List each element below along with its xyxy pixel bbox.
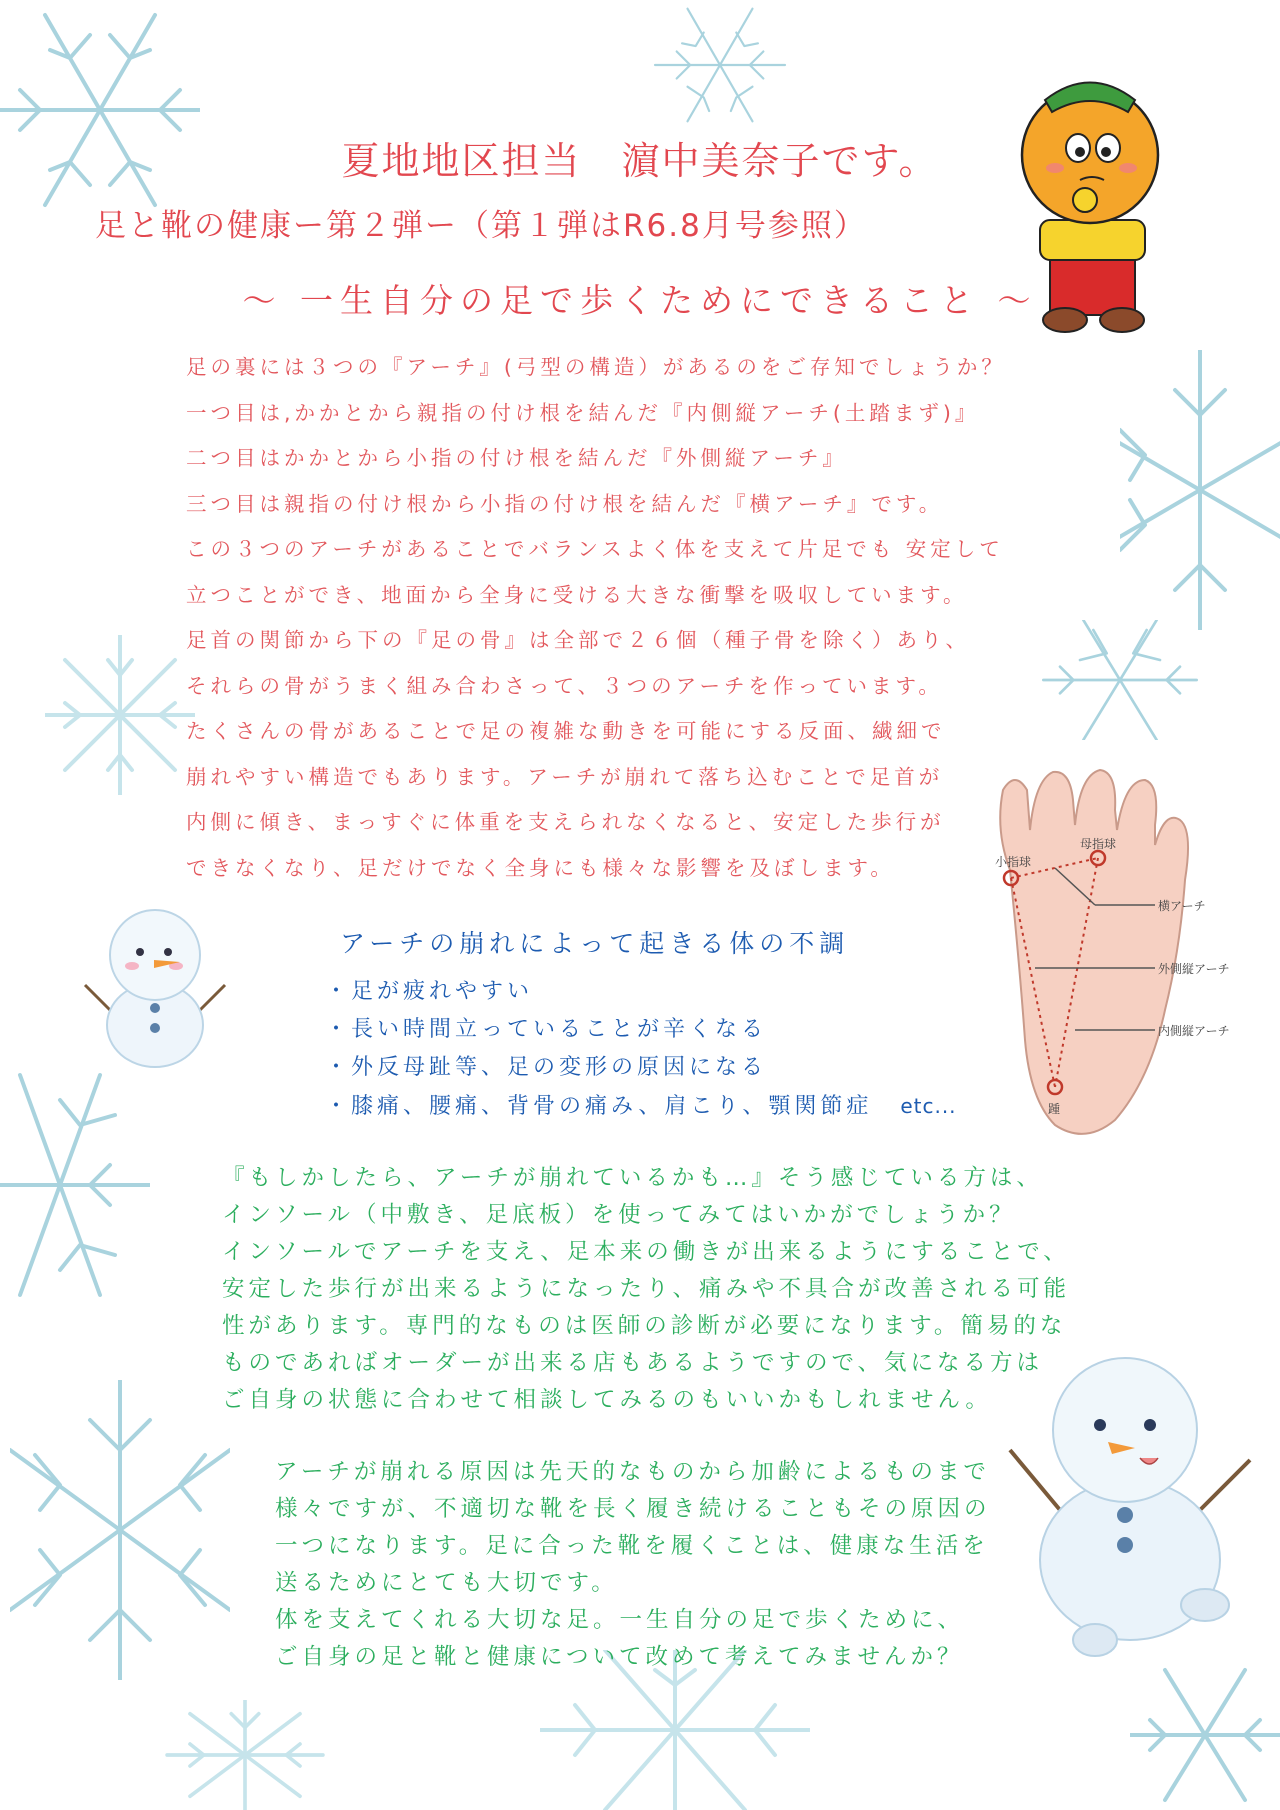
intro-line: 内側に傾き、まっすぐに体重を支えられなくなると、安定した歩行が [186, 810, 945, 834]
snowflake-icon [1120, 350, 1280, 630]
snowflake-icon [10, 1380, 230, 1680]
insole-line: 性があります。専門的なものは医師の診断が必要になります。簡易的な [222, 1313, 1067, 1339]
list-item [325, 1087, 957, 1125]
intro-line: 立つことができ、地面から全身に受ける大きな衝撃を吸収しています。 [186, 582, 968, 607]
closing-paragraph [275, 1454, 991, 1676]
label-medial-arch: 内側縦アーチ [1158, 1024, 1230, 1038]
insole-line: 安定した歩行が出来るようになったり、痛みや不具合が改善される可能 [222, 1276, 1071, 1302]
intro-paragraph [186, 345, 1016, 891]
symptoms-list [325, 973, 957, 1125]
snowflake-icon [160, 1700, 330, 1810]
intro-line: この３つのアーチがあることでバランスよく体を支えて片足でも 安定して [186, 537, 1004, 561]
label-lateral-arch: 外側縦アーチ [1158, 962, 1230, 976]
intro-line: 足の裏には３つの『アーチ』(弓型の構造）があるのをご存知でしょうか？ [186, 355, 1006, 379]
snowflake-icon [1005, 620, 1235, 740]
foot-sole-illustration [975, 750, 1240, 1145]
label-big-toe-ball: 母指球 [1080, 837, 1117, 851]
intro-line: 崩れやすい構造でもあります。アーチが崩れて落ち込むことで足首が [186, 764, 944, 789]
snowflake-icon [0, 1070, 150, 1300]
closing-line: 体を支えてくれる大切な足。一生自分の足で歩くために、 [275, 1607, 965, 1633]
intro-line: 一つ目は,かかとから親指の付け根を結んだ『内側縦アーチ(土踏まず)』 [186, 400, 980, 425]
snowman-illustration [1000, 1350, 1260, 1660]
label-little-toe-ball: 小指球 [995, 855, 1032, 869]
subtitle: 足と靴の健康ー第２弾ー（第１弾はR6.8月号参照） [95, 208, 867, 244]
snowflake-icon [0, 0, 200, 220]
etc-label: etc... [900, 1094, 957, 1118]
insole-line: ものであればオーダーが出来る店もあるようですので、気になる方は [222, 1350, 1044, 1376]
title-area: 夏地地区担当 [341, 139, 582, 183]
list-item: ・足が疲れやすい [325, 979, 534, 1004]
intro-line: できなくなり、足だけでなく全身にも様々な影響を及ぼします。 [186, 855, 895, 880]
insole-line: 『もしかしたら、アーチが崩れているかも…』そう感じている方は、 [222, 1165, 1043, 1191]
intro-line: 三つ目は親指の付け根から小指の付け根を結んだ『横アーチ』です。 [186, 491, 944, 516]
insole-paragraph [222, 1160, 1070, 1419]
list-item-text: ・膝痛、腰痛、背骨の痛み、肩こり、顎関節症 [325, 1094, 873, 1119]
theme-heading: ～ 一生自分の足で歩くためにできること ～ [242, 281, 1038, 320]
snowflake-icon [600, 0, 840, 130]
title-name: 濵中美奈子です。 [621, 139, 939, 183]
closing-line: 送るためにとても大切です。 [275, 1570, 618, 1596]
list-item: ・長い時間立っていることが辛くなる [325, 1017, 768, 1042]
closing-line: 一つになります。足に合った靴を履くことは、健康な生活を [275, 1533, 989, 1559]
insole-line: ご自身の状態に合わせて相談してみるのもいいかもしれません。 [222, 1387, 992, 1413]
closing-line: ご自身の足と靴と健康について改めて考えてみませんか？ [275, 1644, 964, 1670]
intro-line: 二つ目はかかとから小指の付け根を結んだ『外側縦アーチ』 [186, 446, 847, 470]
insole-line: インソール（中敷き、足底板）を使ってみてはいかがでしょうか？ [222, 1202, 1016, 1228]
label-transverse-arch: 横アーチ [1158, 899, 1206, 913]
snowflake-icon [1130, 1660, 1280, 1810]
closing-line: アーチが崩れる原因は先天的なものから加齢によるものまで [275, 1459, 990, 1485]
snowman-illustration [80, 900, 230, 1070]
label-heel: 踵 [1048, 1102, 1061, 1116]
intro-line: 足首の関節から下の『足の骨』は全部で２６個（種子骨を除く）あり、 [186, 628, 970, 652]
symptoms-heading: アーチの崩れによって起きる体の不調 [340, 929, 850, 958]
page-title [0, 130, 1280, 185]
closing-line: 様々ですが、不適切な靴を長く履き続けることもその原因の [275, 1496, 991, 1522]
snowflake-icon [45, 635, 195, 795]
insole-line: インソールでアーチを支え、足本来の働きが出来るようにすることで、 [222, 1239, 1070, 1265]
foot-arch-diagram [975, 750, 1240, 1145]
list-item: ・外反母趾等、足の変形の原因になる [325, 1055, 768, 1080]
intro-line: それらの骨がうまく組み合わさって、３つのアーチを作っています。 [186, 673, 943, 698]
intro-line: たくさんの骨があることで足の複雑な動きを可能にする反面、繊細で [186, 719, 946, 743]
